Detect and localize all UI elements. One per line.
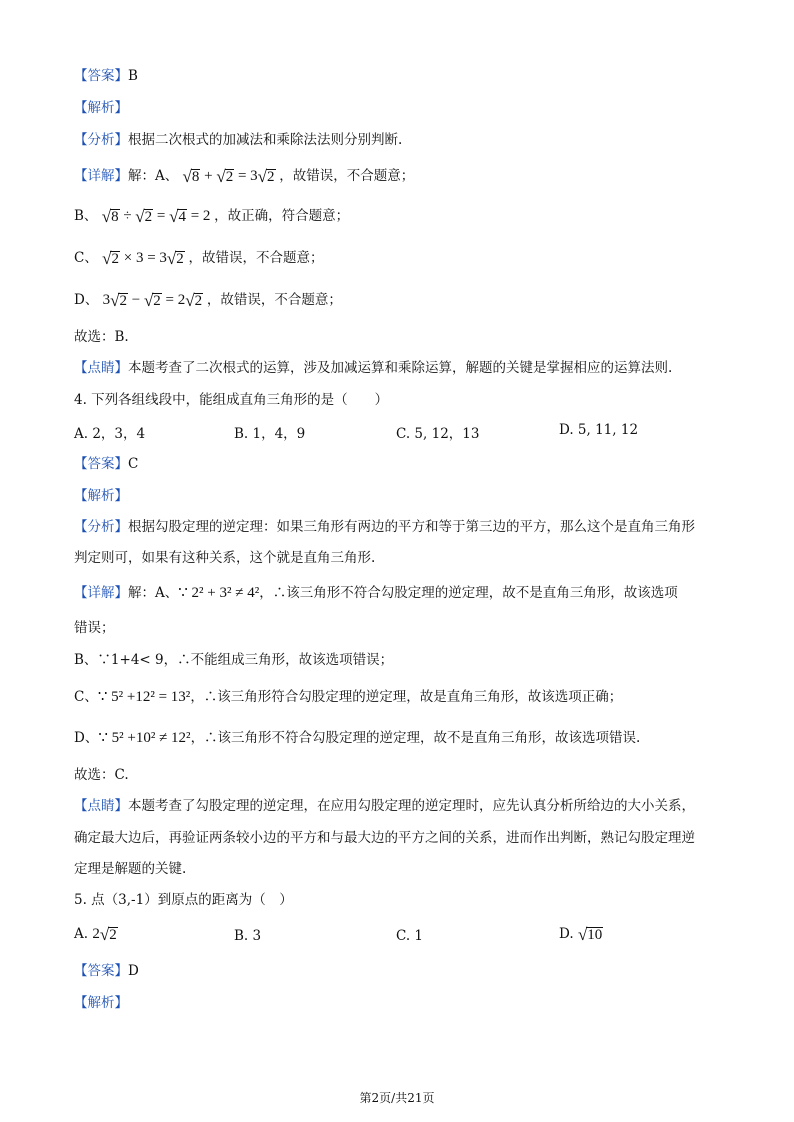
radical: √ 2 bbox=[135, 207, 153, 226]
math-expression: 3 √ 2 − √ 2 = 2 √ 2 bbox=[102, 291, 203, 310]
detail-b-line bbox=[74, 206, 349, 226]
question-4-stem: 4. 下列各组线段中，能组成直角三角形的是（ ） bbox=[74, 392, 389, 408]
detail-b-line: B、∵1+4< 9，∴不能组成三角形，故该选项错误； bbox=[74, 652, 394, 668]
dianjing-line-2: 确定最大边后，再验证两条较小边的平方和与最大边的平方之间的关系，进而作出判断，熟记勾股定理逆 bbox=[74, 830, 695, 846]
analysis-tag: 【解析】 bbox=[74, 100, 128, 116]
dianjing-tag: 【点睛】 bbox=[74, 798, 128, 814]
radical: √ 2 bbox=[216, 167, 234, 186]
detail-b-text: ，故正确，符合题意； bbox=[214, 208, 350, 224]
detail-a-text-2: 错误； bbox=[74, 620, 115, 636]
choice-line: 故选：B. bbox=[74, 329, 129, 345]
q5-option-c: C. 1 bbox=[396, 928, 424, 944]
detail-c-line bbox=[74, 687, 622, 707]
answer-value: C bbox=[128, 456, 139, 472]
detail-intro: 解：A、 bbox=[128, 585, 179, 601]
math-expression: ∵ 2² + 3² ≠ 4² bbox=[178, 585, 260, 601]
detail-c-line bbox=[74, 248, 324, 268]
q4-option-d: D. 5, 11, 12 bbox=[559, 422, 639, 438]
fenxi-line-2: 判定则可，如果有这种关系，这个就是直角三角形. bbox=[74, 550, 376, 566]
analysis-heading bbox=[74, 486, 128, 506]
radical: √ 10 bbox=[577, 925, 603, 944]
dianjing-tag: 【点睛】 bbox=[74, 360, 128, 376]
detail-a-line bbox=[74, 166, 414, 186]
detail-d-line bbox=[74, 290, 342, 310]
answer-line bbox=[74, 961, 139, 981]
option-label: D、 bbox=[74, 730, 99, 746]
fenxi-line bbox=[74, 130, 402, 150]
fenxi-text: 根据二次根式的加减法和乘除法法则分别判断. bbox=[128, 132, 403, 148]
option-label: C、 bbox=[74, 689, 98, 705]
choice-line: 故选：C. bbox=[74, 767, 129, 783]
dianjing-line bbox=[74, 796, 695, 816]
radical: √ 8 bbox=[101, 207, 119, 226]
q4-option-c: C. 5, 12，13 bbox=[396, 426, 480, 442]
option-label: B、 bbox=[74, 208, 98, 224]
q5-option-d: D. √ 10 bbox=[559, 925, 603, 944]
q4-option-a: A. 2，3，4 bbox=[74, 426, 146, 442]
analysis-tag: 【解析】 bbox=[74, 488, 128, 504]
q5-option-a: A. 2 √ 2 bbox=[74, 925, 117, 944]
radical: √ 2 bbox=[102, 249, 119, 268]
radical: √ 2 bbox=[257, 167, 275, 186]
fenxi-text: 根据勾股定理的逆定理：如果三角形有两边的平方和等于第三边的平方，那么这个是直角三角形 bbox=[128, 519, 695, 535]
question-5-stem: 5. 点（3,-1）到原点的距离为（ ） bbox=[74, 892, 293, 908]
answer-line bbox=[74, 66, 138, 86]
answer-tag: 【答案】 bbox=[74, 963, 128, 979]
q4-option-b: B. 1，4，9 bbox=[234, 426, 306, 442]
detail-tag: 【详解】 bbox=[74, 585, 128, 601]
detail-intro: 解：A、 bbox=[128, 168, 179, 184]
page-footer: 第2页/共21页 bbox=[359, 1091, 435, 1105]
fenxi-tag: 【分析】 bbox=[74, 132, 128, 148]
answer-line bbox=[74, 454, 138, 474]
math-expression: √ 8 + √ 2 = 3 √ 2 bbox=[182, 167, 275, 186]
dianjing-text: 本题考查了勾股定理的逆定理，在应用勾股定理的逆定理时，应先认真分析所给边的大小关系， bbox=[128, 798, 695, 814]
detail-tag: 【详解】 bbox=[74, 168, 128, 184]
option-label: C、 bbox=[74, 250, 98, 266]
dianjing-text: 本题考查了二次根式的运算，涉及加减运算和乘除运算，解题的关键是掌握相应的运算法则. bbox=[128, 360, 673, 376]
radical: √ 2 bbox=[110, 291, 127, 310]
radical: √ 2 bbox=[143, 291, 161, 310]
option-label: D、 bbox=[74, 292, 99, 308]
analysis-tag: 【解析】 bbox=[74, 995, 128, 1011]
detail-c-text: ，∴该三角形符合勾股定理的逆定理，故是直角三角形，故该选项正确； bbox=[190, 689, 623, 705]
detail-d-text: ，故错误，不合题意； bbox=[206, 292, 342, 308]
answer-tag: 【答案】 bbox=[74, 68, 128, 84]
detail-a-text: ，故错误，不合题意； bbox=[279, 168, 415, 184]
fenxi-tag: 【分析】 bbox=[74, 519, 128, 535]
math-expression: √ 8 ÷ √ 2 = √ 4 = 2 bbox=[101, 207, 211, 226]
q5-option-b: B. 3 bbox=[234, 928, 262, 944]
detail-d-text: ，∴该三角形不符合勾股定理的逆定理，故不是直角三角形，故该选项错误. bbox=[190, 730, 641, 746]
answer-value: B bbox=[128, 68, 138, 84]
math-expression: ∵ 5² +10² ≠ 12² bbox=[98, 730, 191, 746]
detail-a-line bbox=[74, 583, 678, 603]
radical: √ 2 bbox=[166, 249, 184, 268]
fenxi-line bbox=[74, 517, 695, 537]
math-expression: √ 2 × 3 = 3 √ 2 bbox=[102, 249, 184, 268]
radical: √ 8 bbox=[182, 167, 200, 186]
dianjing-line bbox=[74, 358, 672, 378]
radical: √ 4 bbox=[169, 207, 186, 226]
answer-value: D bbox=[128, 963, 139, 979]
analysis-heading bbox=[74, 993, 128, 1013]
radical: √ 2 bbox=[99, 925, 117, 944]
analysis-heading bbox=[74, 98, 128, 118]
detail-c-text: ，故错误，不合题意； bbox=[188, 250, 324, 266]
detail-a-text: ，∴该三角形不符合勾股定理的逆定理，故不是直角三角形，故该选项 bbox=[259, 585, 678, 601]
math-expression: ∵ 5² +12² = 13² bbox=[97, 689, 191, 705]
detail-d-line bbox=[74, 728, 640, 748]
answer-tag: 【答案】 bbox=[74, 456, 128, 472]
dianjing-line-3: 定理是解题的关键. bbox=[74, 861, 187, 877]
radical: √ 2 bbox=[185, 291, 203, 310]
